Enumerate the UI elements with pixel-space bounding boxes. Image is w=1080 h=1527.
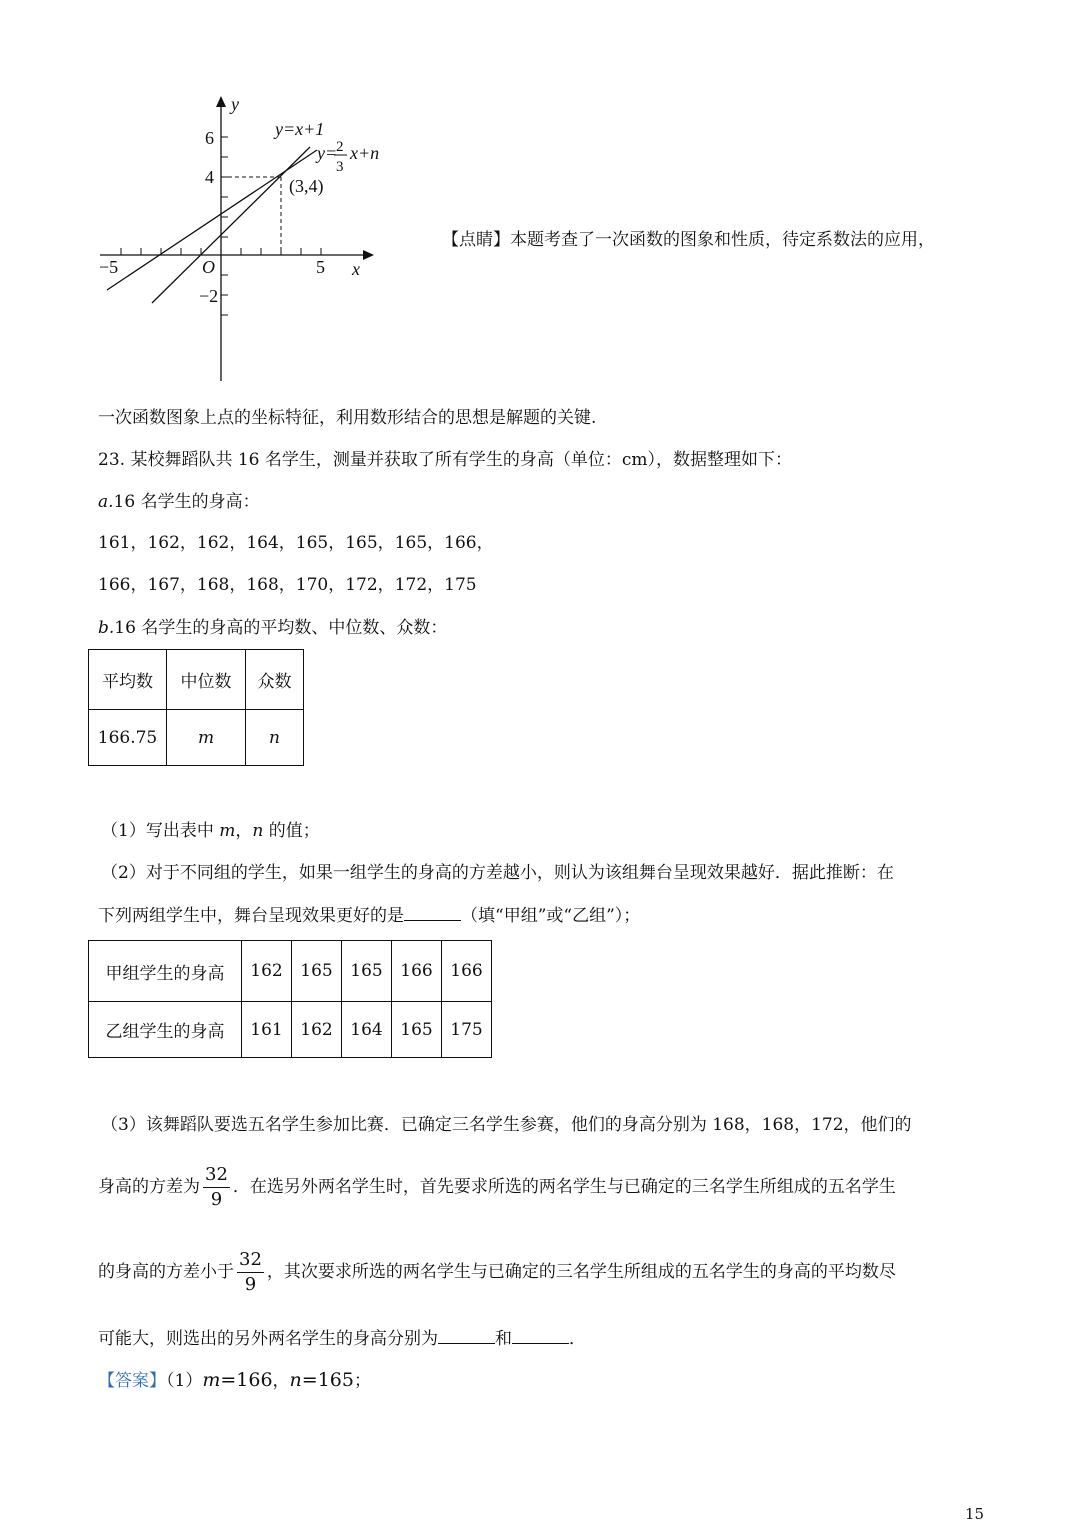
question-2-line2: [98, 904, 640, 928]
heights-row1: 161，162，162，164，165，165，165，166，: [98, 533, 494, 553]
question-3-line1: （3）该舞蹈队要选五名学生参加比赛．已确定三名学生参赛，他们的身高分别为 168，168，172，他们的: [101, 1115, 912, 1135]
y-tick-4: 4: [205, 167, 214, 187]
fraction-32-over-9: [203, 1163, 230, 1212]
line2-frac-num: 2: [336, 139, 344, 155]
page-number: 15: [965, 1505, 985, 1523]
y-axis-label: y: [231, 95, 239, 114]
q1-m: m: [219, 821, 236, 841]
group-a-value: 162: [242, 941, 292, 1002]
question-3-line4: [98, 1327, 586, 1351]
fraction-32-over-9: [237, 1248, 264, 1297]
x-axis-label: x: [352, 259, 360, 279]
q3-line3-post: ，其次要求所选的两名学生与已确定的三名学生所组成的五名学生的身高的平均数尽: [266, 1262, 896, 1282]
question-1: [101, 819, 320, 843]
q2-answer-blank[interactable]: [404, 904, 461, 921]
stats-value-median: m: [167, 710, 246, 766]
q1-post: 的值；: [263, 821, 320, 841]
y-tick-neg2: −2: [199, 286, 219, 306]
group-a-value: 166: [392, 941, 442, 1002]
answer-part: （1）: [166, 1371, 203, 1391]
part-b-text: 16 名学生的身高的平均数、中位数、众数：: [114, 618, 448, 638]
q3-answer-blank-2[interactable]: [512, 1327, 569, 1344]
q3-line2-post: ．在选另外两名学生时，首先要求所选的两名学生与已确定的三名学生所组成的五名学生: [232, 1177, 896, 1197]
line2-label-prefix: y=: [317, 143, 338, 163]
answer-n-var: n: [289, 1369, 302, 1391]
q1-sep: ，: [235, 821, 253, 841]
q3-line4-pre: 可能大，则选出的另外两名学生的身高分别为: [98, 1329, 438, 1349]
heights-row2: 166，167，168，168，170，172，172，175: [98, 575, 477, 595]
x-tick-neg5: −5: [99, 257, 119, 277]
x-tick-5: 5: [316, 257, 325, 277]
part-a-heading: [98, 490, 260, 514]
group-b-label: 乙组学生的身高: [89, 1002, 242, 1058]
group-a-label: 甲组学生的身高: [89, 941, 242, 1002]
group-b-value: 165: [392, 1002, 442, 1058]
question-3-line3: [98, 1246, 896, 1298]
group-b-value: 161: [242, 1002, 292, 1058]
comment-line2: 一次函数图象上点的坐标特征，利用数形结合的思想是解题的关键.: [98, 408, 597, 428]
y-tick-6: 6: [205, 128, 214, 148]
q3-line4-mid: 和: [495, 1329, 512, 1349]
line1-label: y=x+1: [275, 119, 325, 139]
answer-n-value: =165: [301, 1369, 354, 1391]
q3-line3-pre: 的身高的方差小于: [98, 1262, 234, 1282]
answer-m-var: m: [202, 1369, 221, 1391]
problem-intro: 23. 某校舞蹈队共 16 名学生，测量并获取了所有学生的身高（单位：cm），数据整理如下：: [98, 450, 793, 470]
line2-frac-den: 3: [336, 159, 344, 175]
group-heights-table: [88, 940, 492, 1058]
part-a-text: 16 名学生的身高：: [113, 492, 260, 512]
group-a-value: 165: [292, 941, 342, 1002]
fraction-denominator: 9: [244, 1274, 257, 1295]
answer-m-value: =166: [220, 1369, 273, 1391]
stats-header-median: 中位数: [167, 650, 246, 710]
q3-answer-blank-1[interactable]: [438, 1327, 495, 1344]
fraction-denominator: 9: [210, 1189, 223, 1210]
x-axis-arrow-icon: [363, 250, 374, 260]
answer-end: ；: [353, 1371, 371, 1391]
part-b-label: b.: [98, 618, 115, 638]
group-b-value: 164: [342, 1002, 392, 1058]
part-b-heading: [98, 616, 447, 640]
linear-functions-graph: [95, 95, 415, 385]
q2-line2-pre: 下列两组学生中，舞台呈现效果更好的是: [98, 906, 404, 926]
fraction-numerator: 32: [237, 1248, 264, 1273]
stats-header-mean: 平均数: [89, 650, 167, 710]
origin-label: O: [202, 257, 215, 277]
comment-line1: 【点睛】本题考查了一次函数的图象和性质，待定系数法的应用，: [442, 230, 935, 250]
answer-line: [98, 1368, 371, 1393]
q2-line2-post: （填“甲组”或“乙组”）；: [461, 906, 641, 926]
group-a-value: 166: [442, 941, 492, 1002]
q3-line2-pre: 身高的方差为: [98, 1177, 200, 1197]
answer-sep: ，: [272, 1371, 290, 1391]
question-3-line2: [98, 1161, 896, 1213]
stats-value-mode: n: [246, 710, 304, 766]
stats-table: [88, 649, 304, 766]
point-label: (3,4): [289, 176, 324, 196]
q1-n: n: [252, 821, 264, 841]
question-2-line1: （2）对于不同组的学生，如果一组学生的身高的方差越小，则认为该组舞台呈现效果越好．据此推断：在: [101, 863, 894, 883]
stats-value-mean: 166.75: [89, 710, 167, 766]
q3-line4-post: ．: [569, 1329, 586, 1349]
answer-tag: 【答案】: [98, 1371, 166, 1391]
group-a-value: 165: [342, 941, 392, 1002]
q1-pre: （1）写出表中: [101, 821, 220, 841]
stats-header-mode: 众数: [246, 650, 304, 710]
line2-label-suffix: x+n: [350, 143, 380, 163]
group-b-value: 162: [292, 1002, 342, 1058]
part-a-label: a.: [98, 492, 114, 512]
group-b-value: 175: [442, 1002, 492, 1058]
y-axis-arrow-icon: [216, 96, 226, 107]
fraction-numerator: 32: [203, 1163, 230, 1188]
